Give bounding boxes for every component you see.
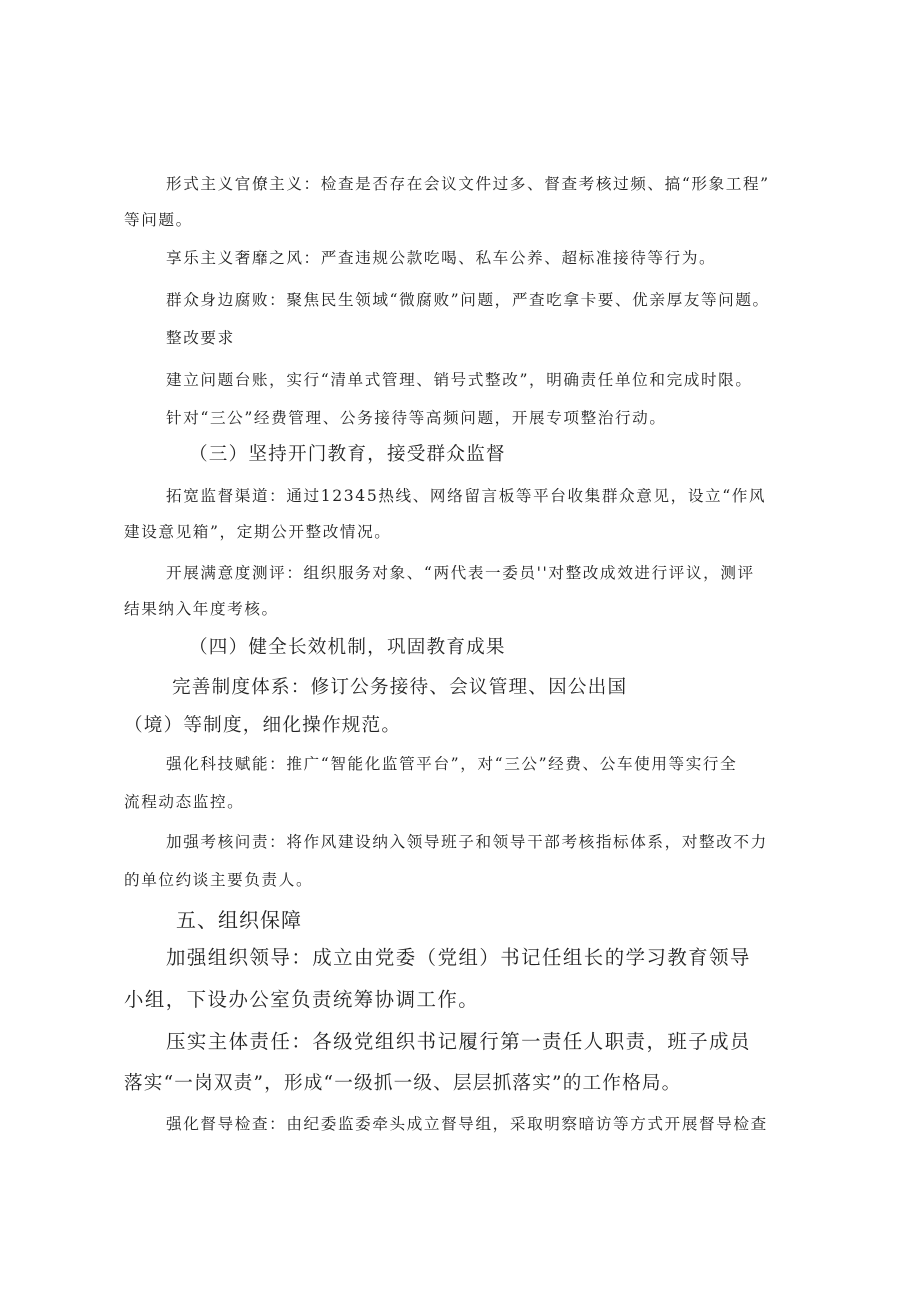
paragraph-line: 强化科技赋能：推广“智能化监管平台”，对“三公”经费、公车使用等实行全: [166, 755, 738, 773]
paragraph-line: 结果纳入年度考核。: [124, 600, 279, 618]
paragraph-line: 开展满意度测评：组织服务对象、“两代表一委员''对整改成效进行评议，测评: [166, 564, 755, 582]
paragraph-line: 群众身边腐败：聚焦民生领域“微腐败”问题，严查吃拿卡要、优亲厚友等问题。: [166, 291, 770, 309]
paragraph-line: 等问题。: [124, 211, 193, 229]
paragraph-line: 加强考核问责：将作风建设纳入领导班子和领导干部考核指标体系，对整改不力: [166, 833, 768, 851]
paragraph-line: 建设意见箱”，定期公开整改情况。: [124, 523, 392, 541]
chapter-heading: 五、组织保障: [176, 908, 302, 932]
section-heading: （三）坚持开门教育，接受群众监督: [189, 444, 506, 465]
paragraph-line: （境）等制度，细化操作规范。: [124, 715, 402, 736]
paragraph-line: 享乐主义奢靡之风：严查违规公款吃喝、私车公养、超标准接待等行为。: [166, 249, 717, 267]
paragraph-line: 的单位约谈主要负责人。: [124, 871, 314, 889]
paragraph-line: 落实“一岗双责”，形成“一级抓一级、层层抓落实”的工作格局。: [124, 1073, 682, 1094]
paragraph-line: 完善制度体系：修订公务接待、会议管理、因公出国: [172, 677, 628, 698]
paragraph-line: 小组，下设办公室负责统筹协调工作。: [124, 988, 480, 1011]
paragraph-line: 拓宽监督渠道：通过12345热线、网络留言板等平台收集群众意见，设立“作风: [166, 487, 767, 505]
paragraph-line: 流程动态监控。: [124, 793, 245, 811]
paragraph-line: 加强组织领导：成立由党委（党组）书记任组长的学习教育领导: [166, 946, 751, 969]
paragraph-line: 形式主义官僚主义：检查是否存在会议文件过多、督查考核过频、搞“形象工程”: [166, 175, 770, 193]
section-subheading: 整改要求: [166, 329, 235, 347]
section-heading: （四）健全长效机制，巩固教育成果: [189, 637, 506, 658]
paragraph-line: 针对“三公”经费管理、公务接待等高频问题，开展专项整治行动。: [166, 409, 667, 427]
paragraph-line: 建立问题台账，实行“清单式管理、销号式整改”，明确责任单位和完成时限。: [166, 371, 753, 389]
paragraph-line: 压实主体责任：各级党组织书记履行第一责任人职责，班子成员: [166, 1030, 751, 1053]
paragraph-line: 强化督导检查：由纪委监委牵头成立督导组，采取明察暗访等方式开展督导检查: [166, 1115, 768, 1133]
